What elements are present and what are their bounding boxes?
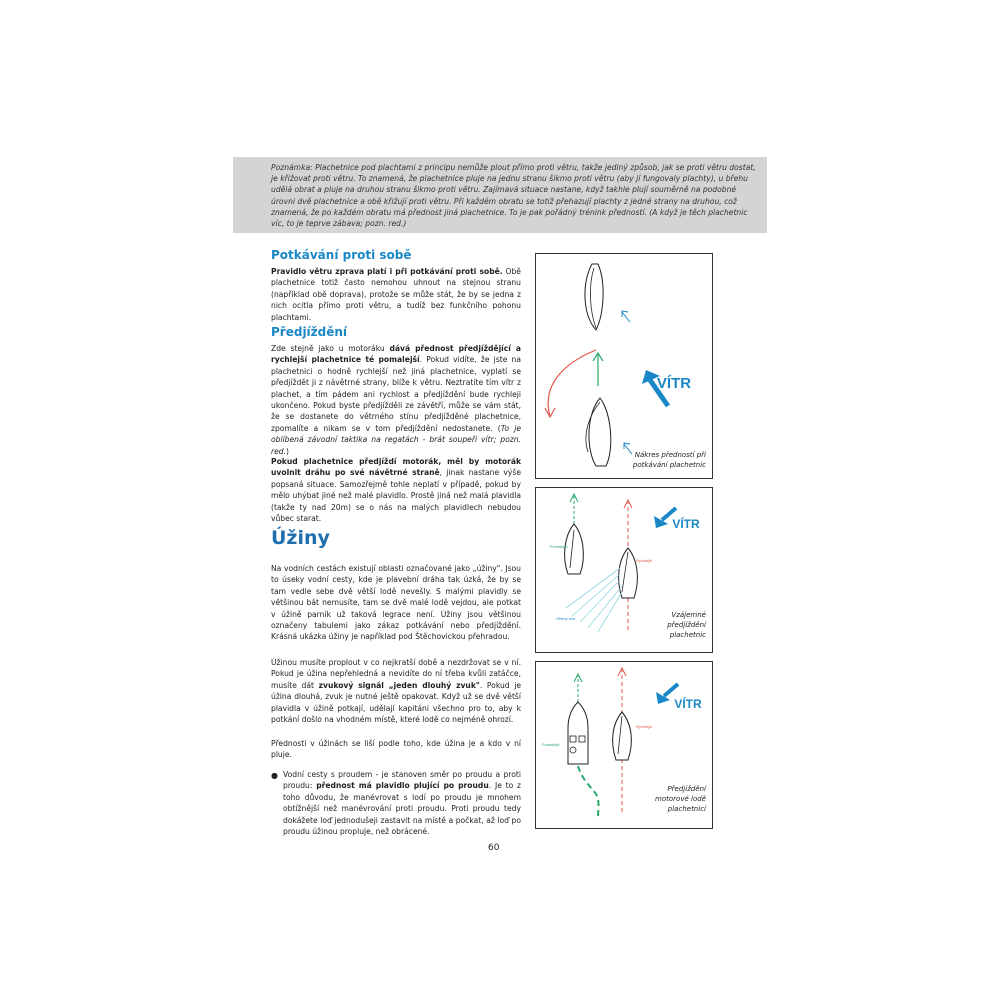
bullet-marker: ● bbox=[271, 771, 278, 780]
figure-meeting bbox=[535, 253, 713, 479]
paragraph-motorboat bbox=[271, 456, 521, 524]
fast-label: Rychlejší bbox=[636, 558, 653, 563]
motorboat bbox=[568, 702, 588, 764]
text-span: Zde stejně jako u motoráku bbox=[271, 344, 390, 353]
rule-bold: Pravidlo větru zprava platí i při potkávání proti sobě. bbox=[271, 267, 503, 276]
blue-small-arrow-1 bbox=[622, 312, 630, 322]
heading-overtaking: Předjíždění bbox=[271, 325, 348, 339]
text-span: Vodní cesty s proudem - je stanoven směr po proudu a proti proudu: bbox=[283, 770, 521, 791]
wind-label: VÍTR bbox=[656, 375, 692, 392]
shadow-line bbox=[588, 586, 622, 628]
note-text: Poznámka: Plachetnice pod plachtami z principu nemůže plout přímo proti větru, takže jediný způsob, jak se proti větru dostat, je křižovat proti větru. To znamená, že plachetnice pluje na jednu stranu šikmo proti větru (aby jí fungovaly plachty), u břehu udělá obrat a pluje na druhou stranu šikmo proti větru. Zajímavá situace nastane, když takhle plují souměrně na podobné úrovni dvě plachetnice a obě křižují proti větru. Při každém obratu se totiž přehazují plachty z jedné strany na druhou, což znamená, že po každém obratu má přednost jiná plachetnice. To je pak pořádný trénink předností. (A když je těch plachetnic víc, to je teprve zábava; pozn. red.) bbox=[271, 163, 756, 229]
bold-span: zvukový signál „jeden dlouhý zvuk" bbox=[318, 680, 480, 690]
caption-line: potkávání plachetnic bbox=[632, 461, 706, 469]
sailboat-top bbox=[585, 264, 603, 330]
shadow-label: Větrný stín bbox=[556, 616, 576, 621]
figure-overtaking-motorboat bbox=[535, 661, 713, 829]
sail-top bbox=[590, 268, 596, 328]
bold-span: přednost má plavidlo plující po proudu bbox=[316, 781, 489, 791]
slow-label: Pomalejší bbox=[550, 544, 568, 549]
caption-line: plachetnicí bbox=[667, 805, 706, 813]
slow-sail bbox=[570, 530, 574, 568]
paragraph-narrows-1 bbox=[271, 563, 521, 643]
bullet-item bbox=[271, 769, 521, 837]
figure-meeting-drawing bbox=[536, 254, 712, 478]
shadow-line bbox=[580, 580, 620, 622]
text-span: . Pokud vidíte, že jste na plachetnici o hodně rychlejší než jiná plachetnice, vyplatí se předjíždět ji z návětrné strany, blíže k větru. Neztratíte tím vítr z plachet, a tím pádem ani rychlost a předjíždění bude rychleji ukončeno. Pokud byste předjížděli ze závětří, může se vám stát, že se dostanete do větrného stínu předjížděné plachetnice, zpomalíte a nikam se v tom předjíždění nedostanete. ( bbox=[271, 355, 521, 433]
paragraph-narrows-3 bbox=[271, 738, 521, 761]
text-span: Úžinou musíte proplout v co nejkratší době a nezdržovat se v ní. Pokud je úžina nepřehledná a nevidíte do ní třeba kvůli zatáčce, musíte dát bbox=[271, 658, 521, 690]
wind-label: VÍTR bbox=[674, 697, 702, 711]
heading-meeting: Potkávání proti sobě bbox=[271, 248, 412, 262]
wind-label: VÍTR bbox=[672, 517, 700, 531]
caption-line: plachetnic bbox=[669, 631, 706, 639]
text-span: , jinak nastane výše popsaná situace. Samozřejmě tohle neplatí v případě, pokud by mělo uhýbat jiné než malé plavidlo. Prostě jiná než malá plavidla (takže ty nad 20m) se o nás na malých plavidlech nebudou vůbec starat. bbox=[271, 468, 521, 524]
text-span: . Je to z toho důvodu, že manévrovat s lodí po proudu je mnohem obtížnější než manévrování proti proudu. Proti proudu tedy dokážete loď jednodušeji zastavit na místě a počkat, až loď po proudu úžinou propluje, než obrácené. bbox=[283, 781, 522, 837]
italic-span: To je oblíbená závodní taktika na regatách - brát soupeři vítr; pozn. red. bbox=[271, 423, 521, 456]
narrows-text-3: Přednosti v úžinách se liší podle toho, kde úžina je a kdo v ní pluje. bbox=[271, 739, 521, 760]
narrows-text-1: Na vodních cestách existují oblasti označované jako „úžiny". Jsou to úseky vodní cesty, kde je plavební dráha tak úzká, že by se tam vedle sebe dvě větší lodě nevešly. S malými plavidly se většinou bát nemusíte, tam se dvě malé lodě vejdou, ale potkat v úžině parník už taková legrace není. Úžiny jsou většinou označeny tabulemi jako zákaz potkávání nebo předjíždění. Krásná ukázka úžiny je například pod Štěchovickou přehradou. bbox=[271, 564, 521, 642]
slow-label: Pomalejší bbox=[542, 742, 560, 747]
bold-span: dává přednost předjíždějící a rychlejší plachetnice té pomalejší bbox=[271, 344, 521, 365]
sailboat-bottom bbox=[589, 398, 611, 466]
figure-overtaking-caption bbox=[667, 610, 706, 640]
note-box bbox=[233, 157, 767, 233]
shadow-line bbox=[572, 574, 620, 616]
fast-sailboat bbox=[619, 548, 638, 598]
paragraph-overtaking bbox=[271, 343, 521, 457]
rule-text: Obě plachetnice totiž často nemohou uhnout na stejnou stranu (například obě doprava), protože se může stát, že by se jedna z nich ocitla přímo proti větru, a tudíž bez funkčního pohonu plachtami. bbox=[271, 267, 521, 322]
caption-line: Předjíždění bbox=[667, 785, 706, 793]
red-turn-arrow bbox=[548, 350, 596, 416]
figure-meeting-caption bbox=[633, 450, 706, 470]
paragraph-narrows-2 bbox=[271, 657, 521, 725]
caption-line: Nákres předností při bbox=[634, 451, 706, 459]
blue-small-arrow-2 bbox=[624, 444, 632, 454]
figure-motorboat-caption bbox=[655, 784, 706, 814]
wind-arrow bbox=[664, 684, 678, 696]
wind-shadow-lines bbox=[566, 568, 622, 632]
page-number: 60 bbox=[488, 843, 500, 853]
caption-line: předjíždění bbox=[667, 621, 706, 629]
caption-line: Vzájemné bbox=[671, 611, 706, 619]
text-span: ) bbox=[286, 446, 289, 456]
caption-line: motorové lodě bbox=[655, 795, 706, 803]
green-wake bbox=[578, 766, 599, 818]
figure-overtaking-sailboats bbox=[535, 487, 713, 653]
bold-span: Pokud plachetnice předjíždí motorák, měl by motorák uvolnit dráhu po své návětrné straně bbox=[271, 457, 521, 478]
fast-label: Rychlejší bbox=[636, 724, 653, 729]
paragraph-meeting bbox=[271, 266, 521, 323]
text-span: . Pokud je úžina dlouhá, zvuk je nutné ještě opakovat. Když už se dvě větší plavidla v úžině potkají, udělají kapitáni všechno pro to, aby k potkání došlo na vhodném místě, které lodě co nejméně ohrozí. bbox=[271, 680, 521, 725]
shadow-line bbox=[598, 592, 622, 632]
heading-narrows: Úžiny bbox=[271, 527, 330, 549]
